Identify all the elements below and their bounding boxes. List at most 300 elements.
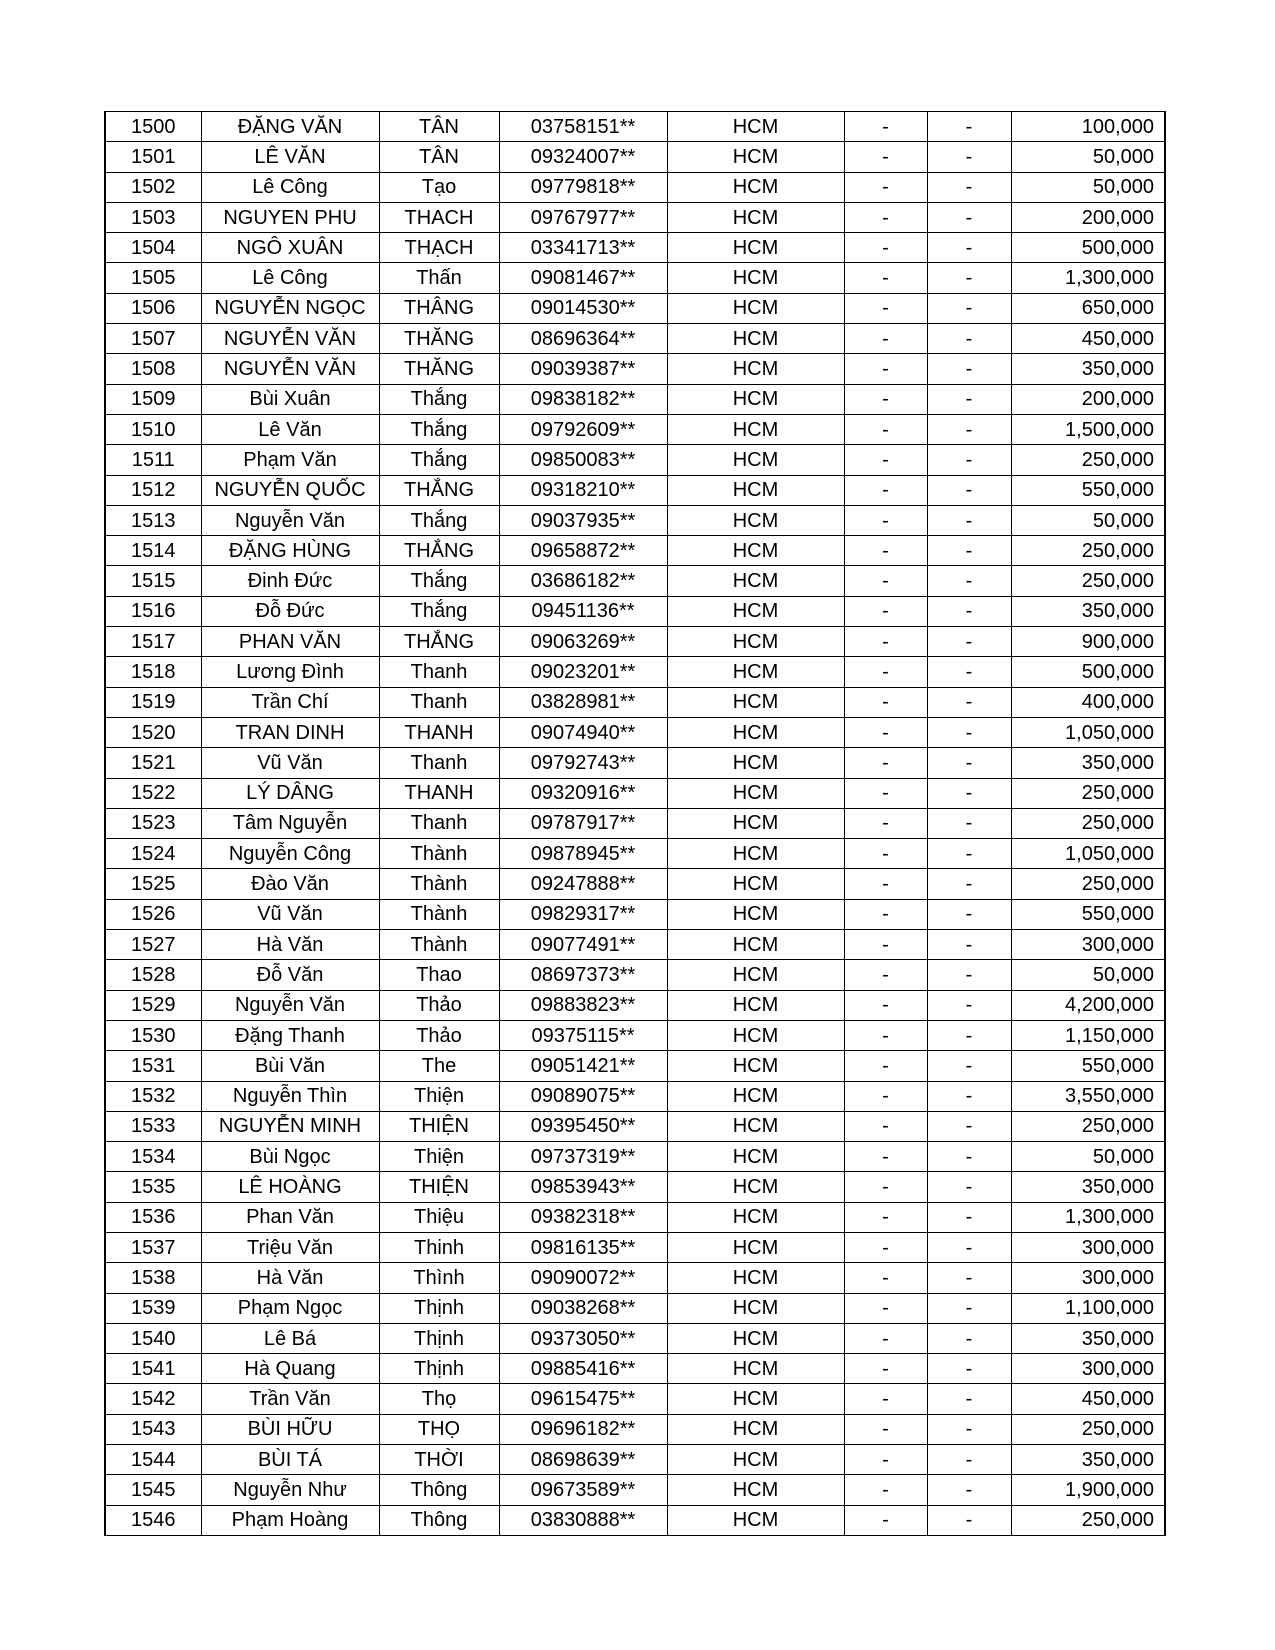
cell-amount: 250,000 [1011, 536, 1165, 566]
cell-no: 1512 [105, 475, 201, 505]
cell-dash-1: - [844, 142, 927, 172]
cell-no: 1503 [105, 202, 201, 232]
cell-no: 1514 [105, 536, 201, 566]
cell-phone: 09090072** [499, 1263, 667, 1293]
cell-middle-name: BÙI TÁ [201, 1445, 379, 1475]
cell-city: HCM [667, 1475, 844, 1505]
cell-dash-2: - [927, 354, 1011, 384]
cell-no: 1525 [105, 869, 201, 899]
cell-middle-name: ĐẶNG HÙNG [201, 536, 379, 566]
cell-dash-1: - [844, 384, 927, 414]
cell-no: 1541 [105, 1354, 201, 1384]
cell-no: 1518 [105, 657, 201, 687]
table-row [105, 627, 1165, 657]
cell-first-name: TÂN [379, 142, 499, 172]
cell-phone: 09318210** [499, 475, 667, 505]
table-row [105, 869, 1165, 899]
cell-first-name: Thình [379, 1263, 499, 1293]
cell-dash-2: - [927, 748, 1011, 778]
cell-phone: 09792609** [499, 414, 667, 444]
table-row [105, 1445, 1165, 1475]
cell-city: HCM [667, 1111, 844, 1141]
cell-dash-2: - [927, 536, 1011, 566]
cell-phone: 09779818** [499, 172, 667, 202]
cell-no: 1526 [105, 899, 201, 929]
table-row [105, 1505, 1165, 1535]
cell-phone: 09767977** [499, 202, 667, 232]
cell-city: HCM [667, 657, 844, 687]
cell-city: HCM [667, 899, 844, 929]
cell-city: HCM [667, 869, 844, 899]
cell-no: 1515 [105, 566, 201, 596]
cell-city: HCM [667, 627, 844, 657]
cell-amount: 250,000 [1011, 869, 1165, 899]
cell-phone: 09039387** [499, 354, 667, 384]
cell-dash-2: - [927, 233, 1011, 263]
cell-phone: 09081467** [499, 263, 667, 293]
table-row [105, 596, 1165, 626]
table-row [105, 414, 1165, 444]
cell-amount: 500,000 [1011, 233, 1165, 263]
cell-dash-1: - [844, 1384, 927, 1414]
cell-dash-2: - [927, 1475, 1011, 1505]
cell-amount: 400,000 [1011, 687, 1165, 717]
cell-city: HCM [667, 1081, 844, 1111]
cell-dash-2: - [927, 1293, 1011, 1323]
cell-no: 1509 [105, 384, 201, 414]
cell-middle-name: Vũ Văn [201, 748, 379, 778]
cell-middle-name: NGUYỄN MINH [201, 1111, 379, 1141]
cell-middle-name: Hà Văn [201, 930, 379, 960]
table-row [105, 536, 1165, 566]
cell-city: HCM [667, 1202, 844, 1232]
cell-phone: 08698639** [499, 1445, 667, 1475]
table-row [105, 202, 1165, 232]
cell-phone: 09247888** [499, 869, 667, 899]
cell-dash-1: - [844, 1354, 927, 1384]
cell-first-name: Thanh [379, 657, 499, 687]
cell-amount: 500,000 [1011, 657, 1165, 687]
table-row [105, 960, 1165, 990]
cell-amount: 1,050,000 [1011, 717, 1165, 747]
table-row [105, 930, 1165, 960]
cell-phone: 09037935** [499, 505, 667, 535]
cell-no: 1539 [105, 1293, 201, 1323]
cell-middle-name: NGÔ XUÂN [201, 233, 379, 263]
cell-dash-2: - [927, 1142, 1011, 1172]
cell-amount: 50,000 [1011, 505, 1165, 535]
cell-city: HCM [667, 990, 844, 1020]
cell-middle-name: Bùi Ngọc [201, 1142, 379, 1172]
cell-middle-name: Trần Văn [201, 1384, 379, 1414]
cell-amount: 350,000 [1011, 748, 1165, 778]
table-row [105, 1142, 1165, 1172]
table-row [105, 233, 1165, 263]
cell-first-name: Thiện [379, 1142, 499, 1172]
cell-phone: 09320916** [499, 778, 667, 808]
cell-city: HCM [667, 112, 844, 142]
cell-no: 1517 [105, 627, 201, 657]
cell-first-name: THACH [379, 202, 499, 232]
cell-no: 1510 [105, 414, 201, 444]
cell-amount: 300,000 [1011, 1263, 1165, 1293]
cell-amount: 300,000 [1011, 930, 1165, 960]
table-row [105, 748, 1165, 778]
cell-dash-2: - [927, 657, 1011, 687]
cell-first-name: Thịnh [379, 1354, 499, 1384]
cell-dash-1: - [844, 1414, 927, 1444]
cell-dash-1: - [844, 202, 927, 232]
cell-dash-1: - [844, 1293, 927, 1323]
cell-city: HCM [667, 778, 844, 808]
cell-city: HCM [667, 536, 844, 566]
table-body [105, 112, 1165, 1536]
cell-no: 1504 [105, 233, 201, 263]
table-row [105, 657, 1165, 687]
cell-amount: 350,000 [1011, 1323, 1165, 1353]
cell-dash-2: - [927, 384, 1011, 414]
cell-dash-2: - [927, 1445, 1011, 1475]
cell-middle-name: Vũ Văn [201, 899, 379, 929]
cell-city: HCM [667, 263, 844, 293]
table-row [105, 1081, 1165, 1111]
table-row [105, 475, 1165, 505]
cell-amount: 250,000 [1011, 1414, 1165, 1444]
cell-dash-2: - [927, 899, 1011, 929]
cell-amount: 550,000 [1011, 899, 1165, 929]
cell-no: 1500 [105, 112, 201, 142]
cell-dash-1: - [844, 899, 927, 929]
cell-no: 1536 [105, 1202, 201, 1232]
cell-phone: 03341713** [499, 233, 667, 263]
cell-dash-1: - [844, 445, 927, 475]
table-row [105, 1414, 1165, 1444]
cell-no: 1530 [105, 1020, 201, 1050]
cell-dash-1: - [844, 1051, 927, 1081]
cell-no: 1519 [105, 687, 201, 717]
cell-city: HCM [667, 960, 844, 990]
cell-first-name: Thấn [379, 263, 499, 293]
cell-dash-1: - [844, 536, 927, 566]
cell-middle-name: Nguyễn Văn [201, 505, 379, 535]
cell-amount: 350,000 [1011, 354, 1165, 384]
cell-dash-1: - [844, 293, 927, 323]
cell-dash-2: - [927, 1172, 1011, 1202]
cell-no: 1532 [105, 1081, 201, 1111]
cell-dash-2: - [927, 869, 1011, 899]
cell-dash-2: - [927, 1263, 1011, 1293]
cell-phone: 09885416** [499, 1354, 667, 1384]
cell-city: HCM [667, 414, 844, 444]
cell-dash-2: - [927, 839, 1011, 869]
cell-dash-1: - [844, 263, 927, 293]
cell-amount: 300,000 [1011, 1354, 1165, 1384]
cell-first-name: Thịnh [379, 1323, 499, 1353]
cell-phone: 09074940** [499, 717, 667, 747]
cell-first-name: Thanh [379, 748, 499, 778]
cell-middle-name: ĐẶNG VĂN [201, 112, 379, 142]
cell-amount: 50,000 [1011, 960, 1165, 990]
cell-phone: 09373050** [499, 1323, 667, 1353]
cell-no: 1535 [105, 1172, 201, 1202]
cell-no: 1524 [105, 839, 201, 869]
cell-amount: 550,000 [1011, 1051, 1165, 1081]
cell-first-name: THĂNG [379, 324, 499, 354]
cell-dash-1: - [844, 748, 927, 778]
table-row [105, 1051, 1165, 1081]
cell-first-name: Thảo [379, 1020, 499, 1050]
cell-first-name: Thắng [379, 414, 499, 444]
cell-dash-1: - [844, 1172, 927, 1202]
cell-amount: 250,000 [1011, 566, 1165, 596]
cell-phone: 09382318** [499, 1202, 667, 1232]
cell-dash-1: - [844, 960, 927, 990]
cell-city: HCM [667, 202, 844, 232]
cell-amount: 250,000 [1011, 1505, 1165, 1535]
cell-no: 1546 [105, 1505, 201, 1535]
cell-middle-name: TRAN DINH [201, 717, 379, 747]
cell-phone: 09883823** [499, 990, 667, 1020]
cell-phone: 09324007** [499, 142, 667, 172]
cell-no: 1506 [105, 293, 201, 323]
cell-dash-1: - [844, 778, 927, 808]
table-row [105, 505, 1165, 535]
table-row [105, 1111, 1165, 1141]
cell-dash-2: - [927, 1354, 1011, 1384]
cell-amount: 1,100,000 [1011, 1293, 1165, 1323]
cell-phone: 09878945** [499, 839, 667, 869]
table-row [105, 1475, 1165, 1505]
cell-middle-name: NGUYỄN VĂN [201, 324, 379, 354]
cell-dash-2: - [927, 596, 1011, 626]
cell-first-name: Thiệu [379, 1202, 499, 1232]
cell-phone: 09077491** [499, 930, 667, 960]
cell-dash-2: - [927, 263, 1011, 293]
cell-first-name: Thành [379, 899, 499, 929]
cell-first-name: Thanh [379, 687, 499, 717]
cell-city: HCM [667, 1293, 844, 1323]
cell-middle-name: Đỗ Văn [201, 960, 379, 990]
cell-phone: 09089075** [499, 1081, 667, 1111]
table-row [105, 1384, 1165, 1414]
cell-amount: 250,000 [1011, 778, 1165, 808]
cell-dash-2: - [927, 1323, 1011, 1353]
cell-first-name: THẮNG [379, 627, 499, 657]
cell-dash-2: - [927, 293, 1011, 323]
cell-city: HCM [667, 930, 844, 960]
cell-middle-name: Nguyễn Như [201, 1475, 379, 1505]
table-row [105, 384, 1165, 414]
cell-city: HCM [667, 1051, 844, 1081]
cell-first-name: Thông [379, 1475, 499, 1505]
cell-first-name: Thành [379, 839, 499, 869]
cell-dash-1: - [844, 1020, 927, 1050]
cell-no: 1520 [105, 717, 201, 747]
cell-city: HCM [667, 1384, 844, 1414]
table-row [105, 808, 1165, 838]
cell-dash-2: - [927, 717, 1011, 747]
cell-middle-name: NGUYỄN QUỐC [201, 475, 379, 505]
cell-middle-name: Đào Văn [201, 869, 379, 899]
cell-city: HCM [667, 1445, 844, 1475]
cell-amount: 550,000 [1011, 475, 1165, 505]
cell-amount: 50,000 [1011, 1142, 1165, 1172]
cell-no: 1543 [105, 1414, 201, 1444]
cell-first-name: Thắng [379, 566, 499, 596]
cell-phone: 09850083** [499, 445, 667, 475]
cell-first-name: Thiện [379, 1081, 499, 1111]
cell-first-name: Thọ [379, 1384, 499, 1414]
table-row [105, 112, 1165, 142]
cell-amount: 50,000 [1011, 172, 1165, 202]
cell-first-name: THANH [379, 778, 499, 808]
table-row [105, 293, 1165, 323]
cell-first-name: THANH [379, 717, 499, 747]
cell-amount: 1,050,000 [1011, 839, 1165, 869]
cell-city: HCM [667, 324, 844, 354]
cell-amount: 3,550,000 [1011, 1081, 1165, 1111]
cell-dash-2: - [927, 445, 1011, 475]
cell-amount: 450,000 [1011, 324, 1165, 354]
cell-amount: 4,200,000 [1011, 990, 1165, 1020]
cell-dash-1: - [844, 990, 927, 1020]
cell-dash-1: - [844, 930, 927, 960]
cell-no: 1502 [105, 172, 201, 202]
cell-middle-name: PHAN VĂN [201, 627, 379, 657]
table-row [105, 324, 1165, 354]
cell-middle-name: Bùi Văn [201, 1051, 379, 1081]
cell-no: 1511 [105, 445, 201, 475]
cell-middle-name: Phạm Ngọc [201, 1293, 379, 1323]
cell-phone: 09615475** [499, 1384, 667, 1414]
cell-phone: 09063269** [499, 627, 667, 657]
cell-middle-name: Hà Quang [201, 1354, 379, 1384]
table-row [105, 717, 1165, 747]
cell-city: HCM [667, 1323, 844, 1353]
cell-middle-name: LÝ DÂNG [201, 778, 379, 808]
cell-dash-1: - [844, 808, 927, 838]
cell-no: 1508 [105, 354, 201, 384]
cell-amount: 1,900,000 [1011, 1475, 1165, 1505]
cell-middle-name: Bùi Xuân [201, 384, 379, 414]
cell-dash-2: - [927, 566, 1011, 596]
cell-no: 1533 [105, 1111, 201, 1141]
cell-dash-2: - [927, 1202, 1011, 1232]
cell-dash-1: - [844, 839, 927, 869]
cell-dash-2: - [927, 414, 1011, 444]
cell-phone: 08697373** [499, 960, 667, 990]
cell-phone: 09375115** [499, 1020, 667, 1050]
cell-dash-2: - [927, 627, 1011, 657]
table-row [105, 899, 1165, 929]
cell-middle-name: Nguyễn Thìn [201, 1081, 379, 1111]
cell-amount: 450,000 [1011, 1384, 1165, 1414]
cell-no: 1544 [105, 1445, 201, 1475]
cell-dash-1: - [844, 596, 927, 626]
cell-dash-1: - [844, 1111, 927, 1141]
cell-city: HCM [667, 1020, 844, 1050]
cell-city: HCM [667, 717, 844, 747]
cell-amount: 1,300,000 [1011, 1202, 1165, 1232]
cell-no: 1522 [105, 778, 201, 808]
cell-city: HCM [667, 1263, 844, 1293]
cell-amount: 900,000 [1011, 627, 1165, 657]
cell-dash-1: - [844, 1202, 927, 1232]
cell-first-name: Thành [379, 930, 499, 960]
table-row [105, 1020, 1165, 1050]
cell-no: 1529 [105, 990, 201, 1020]
cell-phone: 09853943** [499, 1172, 667, 1202]
donor-table [104, 111, 1166, 1536]
cell-amount: 300,000 [1011, 1232, 1165, 1262]
cell-phone: 09787917** [499, 808, 667, 838]
cell-middle-name: NGUYỄN VĂN [201, 354, 379, 384]
cell-city: HCM [667, 233, 844, 263]
cell-no: 1528 [105, 960, 201, 990]
cell-city: HCM [667, 1414, 844, 1444]
cell-phone: 09838182** [499, 384, 667, 414]
cell-first-name: Thảo [379, 990, 499, 1020]
cell-no: 1521 [105, 748, 201, 778]
cell-first-name: Thinh [379, 1232, 499, 1262]
cell-dash-2: - [927, 960, 1011, 990]
cell-dash-2: - [927, 990, 1011, 1020]
table-row [105, 778, 1165, 808]
cell-phone: 08696364** [499, 324, 667, 354]
cell-dash-2: - [927, 687, 1011, 717]
cell-city: HCM [667, 384, 844, 414]
cell-middle-name: NGUYỄN NGỌC [201, 293, 379, 323]
cell-phone: 03830888** [499, 1505, 667, 1535]
cell-middle-name: Phạm Văn [201, 445, 379, 475]
cell-first-name: THẮNG [379, 475, 499, 505]
cell-dash-2: - [927, 324, 1011, 354]
cell-no: 1527 [105, 930, 201, 960]
cell-amount: 1,150,000 [1011, 1020, 1165, 1050]
cell-dash-2: - [927, 778, 1011, 808]
cell-middle-name: Đặng Thanh [201, 1020, 379, 1050]
table-row [105, 839, 1165, 869]
cell-dash-1: - [844, 1142, 927, 1172]
cell-dash-2: - [927, 202, 1011, 232]
cell-first-name: Thao [379, 960, 499, 990]
cell-first-name: THỌ [379, 1414, 499, 1444]
cell-middle-name: Tâm Nguyễn [201, 808, 379, 838]
table-row [105, 990, 1165, 1020]
cell-first-name: Thành [379, 869, 499, 899]
cell-middle-name: LÊ HOÀNG [201, 1172, 379, 1202]
cell-middle-name: BÙI HỮU [201, 1414, 379, 1444]
cell-city: HCM [667, 687, 844, 717]
cell-phone: 09023201** [499, 657, 667, 687]
cell-no: 1501 [105, 142, 201, 172]
cell-city: HCM [667, 142, 844, 172]
cell-phone: 09673589** [499, 1475, 667, 1505]
cell-dash-1: - [844, 869, 927, 899]
cell-dash-1: - [844, 1232, 927, 1262]
cell-no: 1505 [105, 263, 201, 293]
cell-amount: 250,000 [1011, 808, 1165, 838]
cell-phone: 09395450** [499, 1111, 667, 1141]
cell-middle-name: Phan Văn [201, 1202, 379, 1232]
cell-dash-1: - [844, 505, 927, 535]
cell-phone: 09038268** [499, 1293, 667, 1323]
cell-no: 1523 [105, 808, 201, 838]
cell-middle-name: Đinh Đức [201, 566, 379, 596]
cell-amount: 650,000 [1011, 293, 1165, 323]
cell-dash-1: - [844, 1475, 927, 1505]
cell-dash-2: - [927, 1051, 1011, 1081]
